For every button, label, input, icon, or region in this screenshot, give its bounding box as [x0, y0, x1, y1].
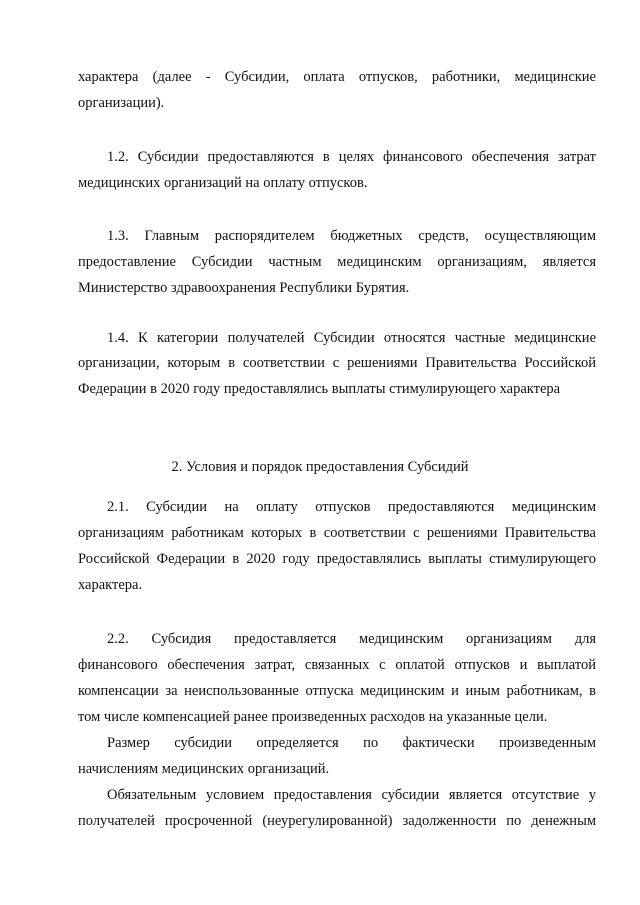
paragraph-line: организации, которым в соответствии с решениями Правительства Российской [78, 355, 596, 371]
section-heading: 2. Условия и порядок предоставления Субсидий [171, 459, 469, 475]
paragraph-line: получателей просроченной (неурегулированной) задолженности по денежным [78, 813, 596, 829]
paragraph-line: 1.2. Субсидии предоставляются в целях финансового обеспечения затрат [107, 149, 596, 165]
paragraph-line: Министерство здравоохранения Республики Бурятия. [78, 280, 410, 296]
paragraph-line: компенсации за неиспользованные отпуска медицинским и иным работникам, в [78, 683, 596, 699]
paragraph-line: характера (далее - Субсидии, оплата отпусков, работники, медицинские [78, 69, 596, 85]
paragraph-line: Размер субсидии определяется по фактически произведенным [107, 735, 596, 751]
paragraph-line: характера. [78, 577, 143, 593]
paragraph-line: организациям работникам которых в соответствии с решениями Правительства [78, 525, 596, 541]
paragraph-line: Российской Федерации в 2020 году предоставлялись выплаты стимулирующего [78, 551, 596, 567]
paragraph-line: предоставление Субсидии частным медицинским организациям, является [78, 254, 596, 270]
paragraph-line: организации). [78, 95, 165, 111]
paragraph-line: 2.1. Субсидии на оплату отпусков предоставляются медицинским [107, 499, 596, 515]
paragraph-line: 2.2. Субсидия предоставляется медицинским организациям для [107, 631, 596, 647]
paragraph-line: финансового обеспечения затрат, связанных с оплатой отпусков и выплатой [78, 657, 596, 673]
paragraph-line: Федерации в 2020 году предоставлялись выплаты стимулирующего характера [78, 381, 561, 397]
paragraph-line: Обязательным условием предоставления субсидии является отсутствие у [107, 787, 596, 803]
paragraph-line: 1.4. К категории получателей Субсидии относятся частные медицинские [107, 330, 596, 346]
paragraph-line: том числе компенсацией ранее произведенных расходов на указанные цели. [78, 709, 548, 725]
paragraph-line: 1.3. Главным распорядителем бюджетных средств, осуществляющим [107, 228, 596, 244]
paragraph-line: медицинских организаций на оплату отпусков. [78, 175, 368, 191]
paragraph-line: начислениям медицинских организаций. [78, 761, 330, 777]
